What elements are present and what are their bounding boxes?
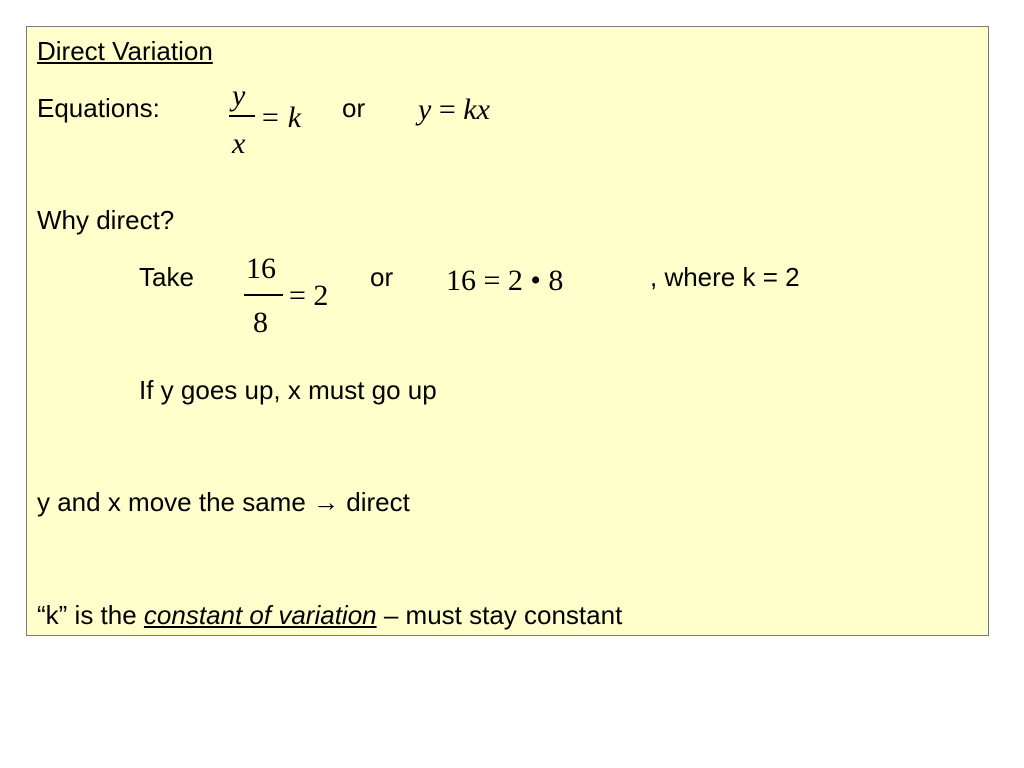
example-fraction-bar [244,294,283,296]
example-product: 16 = 2 • 8 [446,264,564,297]
take-label: Take [139,262,194,292]
example-fraction-numerator: 16 [246,252,276,285]
constant-suffix: – must stay constant [376,600,623,630]
example-fraction-rhs: = 2 [289,279,329,312]
equation-fraction-bar [229,115,255,117]
equation-y-equals-kx: y = kx [418,93,490,126]
equation-fraction-numerator: y [232,79,246,112]
constant-term: constant of variation [143,600,377,630]
example-or: or [370,262,394,292]
if-y-goes-up-text: If y goes up, x must go up [139,375,437,405]
why-direct-label: Why direct? [37,205,175,235]
equation-fraction-denominator: x [232,127,246,160]
where-k-text: , where k = 2 [650,262,800,292]
constant-prefix: “k” is the [37,600,144,630]
example-fraction-denominator: 8 [253,306,268,339]
equations-or: or [342,93,366,123]
equation-fraction-rhs: = k [260,101,302,134]
slide-content-box [26,26,989,636]
constant-of-variation-line [37,600,622,630]
heading-direct-variation: Direct Variation [37,36,213,66]
equations-label: Equations: [37,93,160,123]
conclusion-text: y and x move the same → direct [37,487,410,517]
